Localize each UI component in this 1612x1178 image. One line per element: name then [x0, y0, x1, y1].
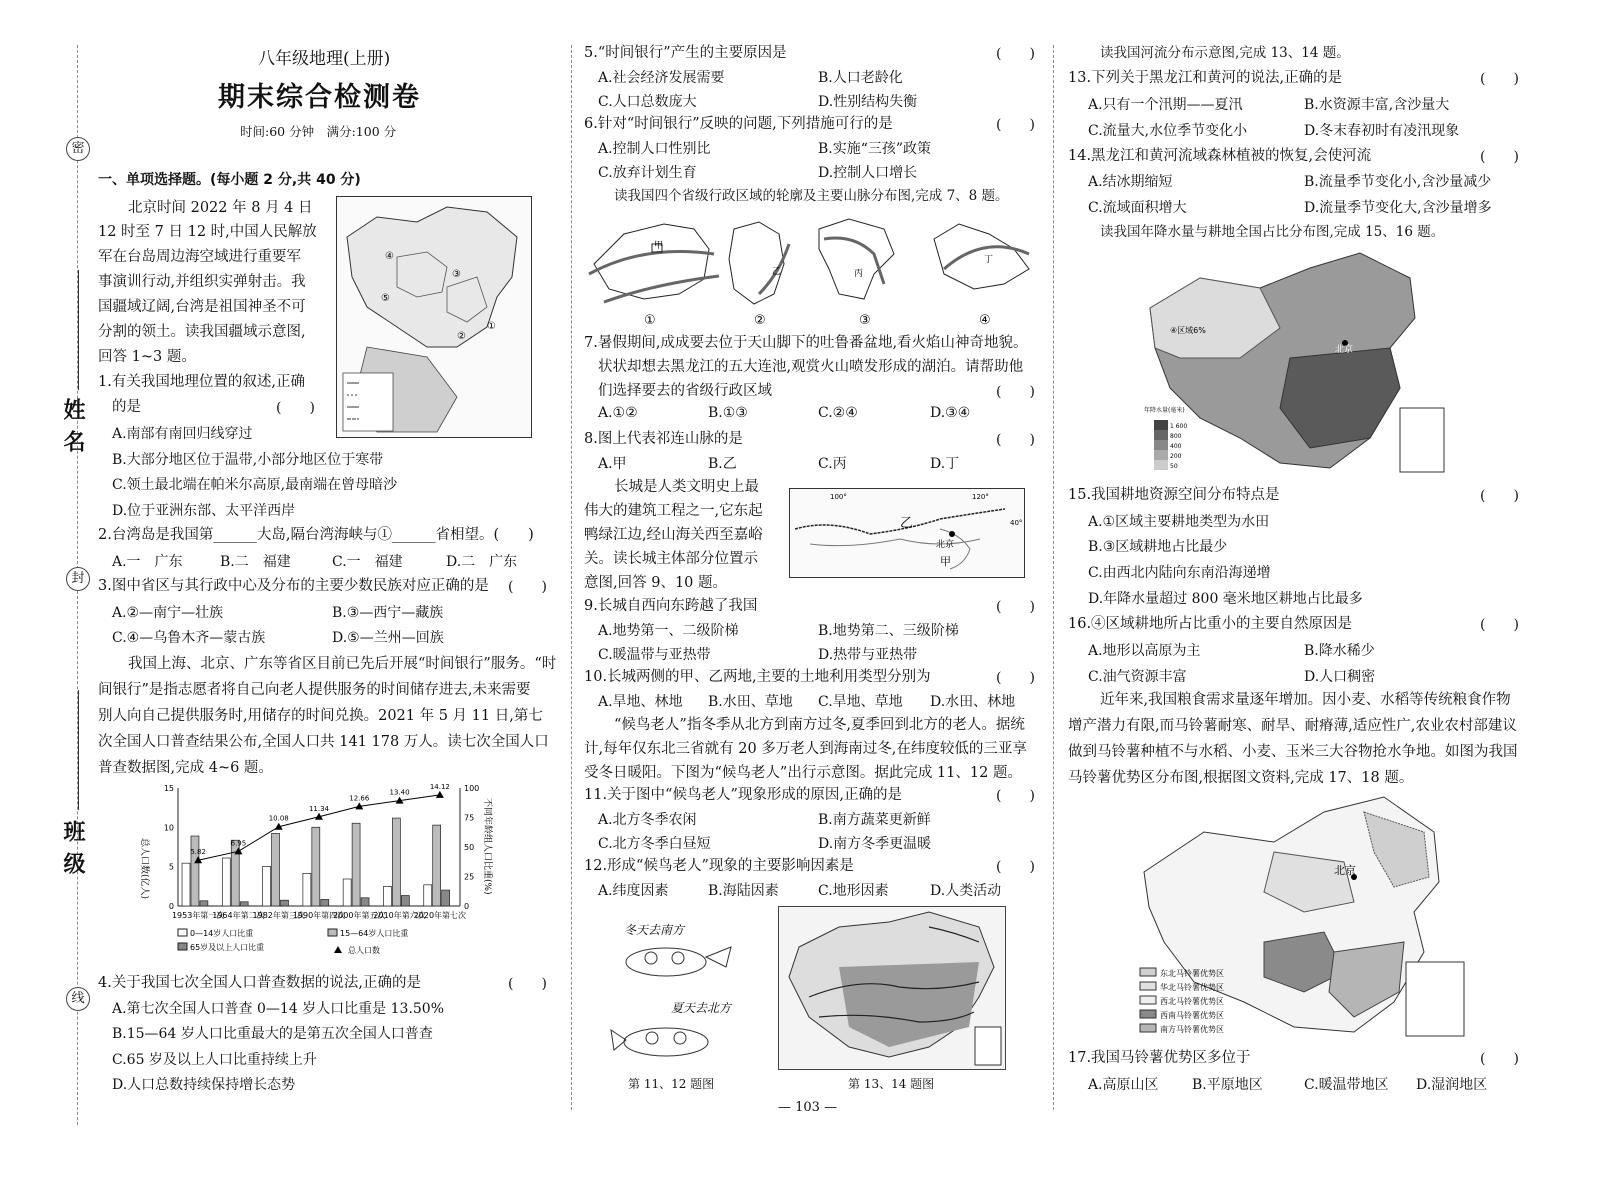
- q11-answer-slot[interactable]: ( ): [996, 788, 1035, 804]
- total-population-point: [436, 791, 444, 798]
- svg-text:东北马铃薯优势区: 东北马铃薯优势区: [1160, 969, 1224, 978]
- y2-tick-label: 25: [464, 872, 475, 882]
- seal-feng: 封: [66, 567, 90, 591]
- legend-label: 总人口数: [348, 946, 380, 955]
- q4-answer-slot[interactable]: ( ): [508, 976, 547, 992]
- chart-bar: [343, 879, 351, 906]
- q12-option-a[interactable]: A.纬度因素: [598, 883, 669, 899]
- q15-answer-slot[interactable]: ( ): [1480, 488, 1519, 504]
- q10-option-b[interactable]: B.水田、草地: [708, 694, 793, 710]
- svg-text:③: ③: [452, 269, 461, 280]
- x-tick-label: 2020年第七次: [413, 911, 467, 920]
- q15-option-a[interactable]: A.①区域主要耕地类型为水田: [1088, 514, 1270, 530]
- q17-option-c[interactable]: C.暖温带地区: [1304, 1077, 1389, 1093]
- province-mark-jia: 甲: [654, 241, 664, 251]
- page-title: 期末综合检测卷: [218, 82, 421, 113]
- q1-option-d[interactable]: D.位于亚洲东部、太平洋西岸: [112, 503, 296, 519]
- svg-text:南方马铃薯优势区: 南方马铃薯优势区: [1160, 1025, 1224, 1034]
- seal-mi: 密: [66, 137, 90, 161]
- q17-option-b[interactable]: B.平原地区: [1192, 1077, 1263, 1093]
- data-label: 10.08: [268, 814, 289, 823]
- subject-title: 八年级地理(上册): [258, 49, 391, 69]
- q3-option-d[interactable]: D.⑤—兰州—回族: [332, 630, 444, 646]
- q13-option-a[interactable]: A.只有一个汛期——夏汛: [1088, 97, 1243, 113]
- province-mark-bing: 丙: [854, 269, 864, 279]
- q15-stem: 15.我国耕地资源空间分布特点是: [1068, 487, 1280, 503]
- q2-option-b[interactable]: B.二 福建: [220, 554, 291, 570]
- chart-bar: [312, 827, 320, 906]
- q16-option-c[interactable]: C.油气资源丰富: [1088, 669, 1187, 685]
- q13-option-d[interactable]: D.冬末春初时有凌汛现象: [1304, 123, 1460, 139]
- chart-bar: [442, 890, 450, 906]
- q15-option-b[interactable]: B.③区域耕地占比最少: [1088, 539, 1228, 555]
- q11-stem: 11.关于图中“候鸟老人”现象形成的原因,正确的是: [584, 787, 902, 803]
- q12-option-d[interactable]: D.人类活动: [930, 883, 1002, 899]
- q11-option-a[interactable]: A.北方冬季农闲: [598, 812, 697, 828]
- q10-stem: 10.长城两侧的甲、乙两地,主要的土地利用类型分别为: [584, 669, 931, 685]
- svg-text:②: ②: [457, 331, 466, 342]
- territory-map: [336, 196, 532, 438]
- q8-answer-slot[interactable]: ( ): [996, 432, 1035, 448]
- chart-bar: [272, 833, 280, 906]
- q2-stem: 2.台湾岛是我国第______大岛,隔台湾海峡与①______省相望。( ): [98, 527, 534, 543]
- q5-option-a[interactable]: A.社会经济发展需要: [598, 70, 725, 86]
- potato-map-beijing: 北京: [1334, 864, 1356, 877]
- province-label-1: ①: [644, 313, 656, 328]
- province-label-2: ②: [754, 313, 766, 328]
- q9-option-d[interactable]: D.热带与亚热带: [818, 647, 918, 663]
- q5-stem: 5.“时间银行”产生的主要原因是: [584, 45, 787, 61]
- chart-bar: [191, 836, 199, 906]
- name-line: [78, 270, 79, 390]
- chart-bar: [383, 886, 391, 906]
- legend-swatch: [334, 946, 342, 953]
- wall-label-jia: 甲: [940, 555, 951, 568]
- chart-ylabel: 总人口数(亿人): [139, 838, 149, 900]
- q2-option-c[interactable]: C.一 福建: [332, 554, 403, 570]
- q10-option-c[interactable]: C.旱地、草地: [818, 694, 903, 710]
- q3-option-b[interactable]: B.③—西宁—藏族: [332, 605, 444, 621]
- x-tick-label: 1964年第二次: [212, 911, 265, 920]
- q12-option-c[interactable]: C.地形因素: [818, 883, 889, 899]
- q11-option-b[interactable]: B.南方蔬菜更新鲜: [818, 812, 931, 828]
- y-tick-label: 0: [168, 902, 174, 911]
- svg-text:西北马铃薯优势区: 西北马铃薯优势区: [1160, 997, 1224, 1006]
- svg-text:①: ①: [487, 321, 496, 332]
- q13-option-c[interactable]: C.流量大,水位季节变化小: [1088, 123, 1248, 139]
- legend-label: 15—64岁人口比重: [340, 929, 409, 938]
- chart-y2label: 不同年龄组人口比重(%): [482, 798, 492, 895]
- name-label: 姓名: [60, 398, 86, 462]
- page-number: — 103 —: [778, 1100, 838, 1115]
- y-tick-label: 5: [168, 862, 174, 872]
- svg-text:800: 800: [1170, 433, 1182, 440]
- q12-answer-slot[interactable]: ( ): [996, 859, 1035, 875]
- chart-bar: [392, 818, 400, 906]
- q4-option-b[interactable]: B.15—64 岁人口比重最大的是第五次全国人口普查: [112, 1026, 433, 1042]
- q4-option-c[interactable]: C.65 岁及以上人口比重持续上升: [112, 1052, 317, 1068]
- q7-answer-slot[interactable]: ( ): [996, 384, 1035, 400]
- q9-option-c[interactable]: C.暖温带与亚热带: [598, 647, 711, 663]
- legend-label: 0—14岁人口比重: [190, 929, 254, 938]
- q11-option-d[interactable]: D.南方冬季更温暖: [818, 836, 932, 852]
- q5-answer-slot[interactable]: ( ): [996, 46, 1035, 62]
- intro-7: 读我国年降水量与耕地全国占比分布图,完成 15、16 题。: [1100, 224, 1445, 240]
- y2-tick-label: 0: [464, 902, 470, 911]
- svg-text:④: ④: [385, 251, 394, 262]
- y2-tick-label: 50: [464, 843, 475, 852]
- q3-answer-slot[interactable]: ( ): [508, 579, 547, 595]
- chart-bar: [433, 825, 441, 906]
- q1-option-b[interactable]: B.大部分地区位于温带,小部分地区位于寒带: [112, 452, 384, 468]
- q10-option-a[interactable]: A.旱地、林地: [598, 694, 683, 710]
- chart-bar: [401, 896, 409, 906]
- q13-stem: 13.下列关于黑龙江和黄河的说法,正确的是: [1068, 70, 1343, 86]
- q7-option-d[interactable]: D.③④: [930, 405, 971, 421]
- x-tick-label: 1990年第四次: [292, 911, 346, 920]
- y-tick-label: 10: [163, 823, 174, 833]
- province-label-3: ③: [859, 313, 871, 328]
- q13-option-b[interactable]: B.水资源丰富,含沙量大: [1304, 97, 1450, 113]
- wall-label-yi: 乙: [900, 516, 914, 531]
- q2-option-d[interactable]: D.二 广东: [446, 554, 518, 570]
- rainmap-region4: ④区域6%: [1170, 326, 1206, 335]
- q3-option-c[interactable]: C.④—乌鲁木齐—蒙古族: [112, 630, 266, 646]
- q5-option-c[interactable]: C.人口总数庞大: [598, 94, 697, 110]
- data-label: 12.66: [349, 794, 370, 803]
- q14-answer-slot[interactable]: ( ): [1480, 149, 1519, 165]
- q14-option-a[interactable]: A.结冰期缩短: [1088, 174, 1173, 190]
- q17-option-a[interactable]: A.高原山区: [1088, 1077, 1159, 1093]
- q4-option-a[interactable]: A.第七次全国人口普查 0—14 岁人口比重是 13.50%: [112, 1001, 445, 1017]
- potato-map: [1134, 792, 1474, 1042]
- q6-option-a[interactable]: A.控制人口性别比: [598, 141, 711, 157]
- svg-text:40°: 40°: [1010, 519, 1023, 527]
- province-mark-yi: 乙: [772, 267, 782, 277]
- column-divider-1: [571, 45, 572, 1110]
- q6-answer-slot[interactable]: ( ): [996, 117, 1035, 133]
- q14-stem: 14.黑龙江和黄河流域森林植被的恢复,会使河流: [1068, 148, 1372, 164]
- q8-option-d[interactable]: D.丁: [930, 456, 960, 472]
- q1-option-a[interactable]: A.南部有南回归线穿过: [112, 426, 253, 442]
- wall-label-beijing: 北京: [936, 540, 955, 550]
- q10-option-d[interactable]: D.水田、林地: [930, 694, 1016, 710]
- q12-option-b[interactable]: B.海陆因素: [708, 883, 779, 899]
- svg-text:年降水量(毫米): 年降水量(毫米): [1144, 407, 1185, 414]
- q8-stem: 8.图上代表祁连山脉的是: [584, 431, 743, 447]
- q15-option-c[interactable]: C.由西北内陆向东南沿海递增: [1088, 565, 1271, 581]
- q7-line-3: 们选择要去的省级行政区域: [598, 383, 772, 399]
- data-label: 5.82: [190, 848, 206, 857]
- q6-option-b[interactable]: B.实施“三孩”政策: [818, 141, 932, 157]
- chart-bar: [352, 823, 360, 906]
- q7-option-c[interactable]: C.②④: [818, 405, 858, 421]
- q2-option-a[interactable]: A.一 广东: [112, 554, 183, 570]
- q1-answer-slot[interactable]: ( ): [276, 400, 315, 416]
- chart-bar: [321, 899, 329, 906]
- bird-fig-caption: 第 11、12 题图: [628, 1077, 715, 1091]
- class-line: [78, 690, 79, 810]
- q16-option-d[interactable]: D.人口稠密: [1304, 669, 1376, 685]
- svg-text:华北马铃薯优势区: 华北马铃薯优势区: [1160, 983, 1224, 992]
- rainfall-map: [1140, 248, 1450, 478]
- chart-bar: [182, 863, 190, 906]
- q3-option-a[interactable]: A.②—南宁—壮族: [112, 605, 224, 621]
- q16-option-a[interactable]: A.地形以高原为主: [1088, 643, 1201, 659]
- q13-answer-slot[interactable]: ( ): [1480, 71, 1519, 87]
- chart-bar: [240, 902, 248, 906]
- q17-stem: 17.我国马铃薯优势区多位于: [1068, 1050, 1251, 1066]
- river-map-caption: 第 13、14 题图: [848, 1077, 935, 1091]
- x-tick-label: 2010年第六次: [373, 911, 426, 920]
- q14-option-d[interactable]: D.流量季节变化大,含沙量增多: [1304, 200, 1492, 216]
- chart-bar: [200, 901, 208, 906]
- svg-text:夏天去北方: 夏天去北方: [671, 1001, 732, 1015]
- q7-line-2: 状状却想去黑龙江的五大连池,观赏火山喷发形成的湖泊。请帮助他: [598, 359, 1024, 375]
- column-divider-2: [1053, 45, 1054, 1110]
- rainmap-beijing: 北京: [1335, 345, 1354, 355]
- class-label: 班级: [60, 820, 86, 884]
- legend-label: 65岁及以上人口比重: [190, 943, 265, 952]
- section-heading: 一、单项选择题。(每小题 2 分,共 40 分): [98, 172, 361, 188]
- census-chart: [130, 778, 510, 974]
- svg-text:120°: 120°: [972, 493, 989, 501]
- q6-option-d[interactable]: D.控制人口增长: [818, 165, 918, 181]
- data-label: 6.95: [230, 839, 247, 848]
- x-tick-label: 1982年第三次: [252, 911, 305, 920]
- q6-option-c[interactable]: C.放弃计划生育: [598, 165, 697, 181]
- chart-bar: [222, 858, 230, 906]
- svg-text:冬天去南方: 冬天去南方: [624, 923, 685, 937]
- chart-bar: [303, 873, 311, 906]
- q4-stem: 4.关于我国七次全国人口普查数据的说法,正确的是: [98, 975, 421, 991]
- q8-option-b[interactable]: B.乙: [708, 456, 737, 472]
- province-outlines: [584, 214, 1044, 330]
- q7-option-a[interactable]: A.①②: [598, 405, 638, 421]
- q9-option-b[interactable]: B.地势第二、三级阶梯: [818, 623, 959, 639]
- q9-option-a[interactable]: A.地势第一、二级阶梯: [598, 623, 739, 639]
- chart-bar: [263, 866, 271, 906]
- seal-xian: 线: [66, 987, 90, 1011]
- q17-answer-slot[interactable]: ( ): [1480, 1051, 1519, 1067]
- y2-tick-label: 100: [464, 784, 480, 793]
- chart-bar: [424, 885, 432, 906]
- svg-text:100°: 100°: [830, 493, 847, 501]
- q4-option-d[interactable]: D.人口总数持续保持增长态势: [112, 1077, 296, 1093]
- exam-meta: 时间:60 分钟 满分:100 分: [240, 124, 397, 139]
- great-wall-map: [789, 488, 1025, 578]
- river-map: [778, 906, 1006, 1070]
- data-label: 13.40: [389, 788, 410, 797]
- q17-option-d[interactable]: D.湿润地区: [1416, 1077, 1488, 1093]
- q10-answer-slot[interactable]: ( ): [996, 670, 1035, 686]
- q9-answer-slot[interactable]: ( ): [996, 599, 1035, 615]
- q11-option-c[interactable]: C.北方冬季白昼短: [598, 836, 711, 852]
- bird-elderly-illustration: [606, 912, 756, 1072]
- q1-option-c[interactable]: C.领土最北端在帕米尔高原,最南端在曾母暗沙: [112, 477, 398, 493]
- q7-line-1: 7.暑假期间,成成要去位于天山脚下的吐鲁番盆地,看火焰山神奇地貌。: [584, 335, 1028, 351]
- q6-stem: 6.针对“时间银行”反映的问题,下列措施可行的是: [584, 116, 893, 132]
- q8-option-c[interactable]: C.丙: [818, 456, 847, 472]
- q12-stem: 12.形成“候鸟老人”现象的主要影响因素是: [584, 858, 854, 874]
- data-label: 14.12: [429, 782, 450, 791]
- y-tick-label: 15: [163, 784, 174, 793]
- q14-option-b[interactable]: B.流量季节变化小,含沙量减少: [1304, 174, 1492, 190]
- q16-option-b[interactable]: B.降水稀少: [1304, 643, 1375, 659]
- y2-tick-label: 75: [464, 813, 475, 823]
- svg-text:400: 400: [1170, 443, 1182, 450]
- data-label: 11.34: [308, 804, 330, 813]
- q7-option-b[interactable]: B.①③: [708, 405, 748, 421]
- chart-bar: [361, 898, 369, 906]
- x-tick-label: 2000年第五次: [333, 911, 386, 920]
- q16-stem: 16.④区域耕地所占比重小的主要自然原因是: [1068, 616, 1353, 632]
- x-tick-label: 1953年第一次: [171, 911, 225, 920]
- q1-stem: 1.有关我国地理位置的叙述,正确: [98, 374, 305, 390]
- q9-stem: 9.长城自西向东跨越了我国: [584, 598, 758, 614]
- province-mark-ding: 丁: [984, 255, 994, 265]
- intro-3: 读我国四个省级行政区域的轮廓及主要山脉分布图,完成 7、8 题。: [614, 188, 1009, 204]
- intro-6: 读我国河流分布示意图,完成 13、14 题。: [1100, 45, 1350, 61]
- q14-option-c[interactable]: C.流域面积增大: [1088, 200, 1187, 216]
- q3-stem: 3.图中省区与其行政中心及分布的主要少数民族对应正确的是: [98, 578, 489, 594]
- q16-answer-slot[interactable]: ( ): [1480, 617, 1519, 633]
- svg-text:1 600: 1 600: [1170, 423, 1188, 430]
- svg-text:⑤: ⑤: [381, 293, 390, 304]
- svg-text:200: 200: [1170, 453, 1182, 460]
- q15-option-d[interactable]: D.年降水量超过 800 毫米地区耕地占比最多: [1088, 591, 1363, 607]
- legend-swatch: [178, 943, 187, 950]
- province-label-4: ④: [979, 313, 991, 328]
- chart-bar: [281, 900, 289, 906]
- q5-option-b[interactable]: B.人口老龄化: [818, 70, 903, 86]
- legend-swatch: [328, 929, 337, 936]
- svg-text:西南马铃薯优势区: 西南马铃薯优势区: [1160, 1011, 1224, 1020]
- legend-swatch: [178, 929, 187, 936]
- svg-text:50: 50: [1170, 463, 1178, 470]
- q5-option-d[interactable]: D.性别结构失衡: [818, 94, 918, 110]
- q1-stem-cont: 的是: [112, 399, 141, 415]
- q8-option-a[interactable]: A.甲: [598, 456, 627, 472]
